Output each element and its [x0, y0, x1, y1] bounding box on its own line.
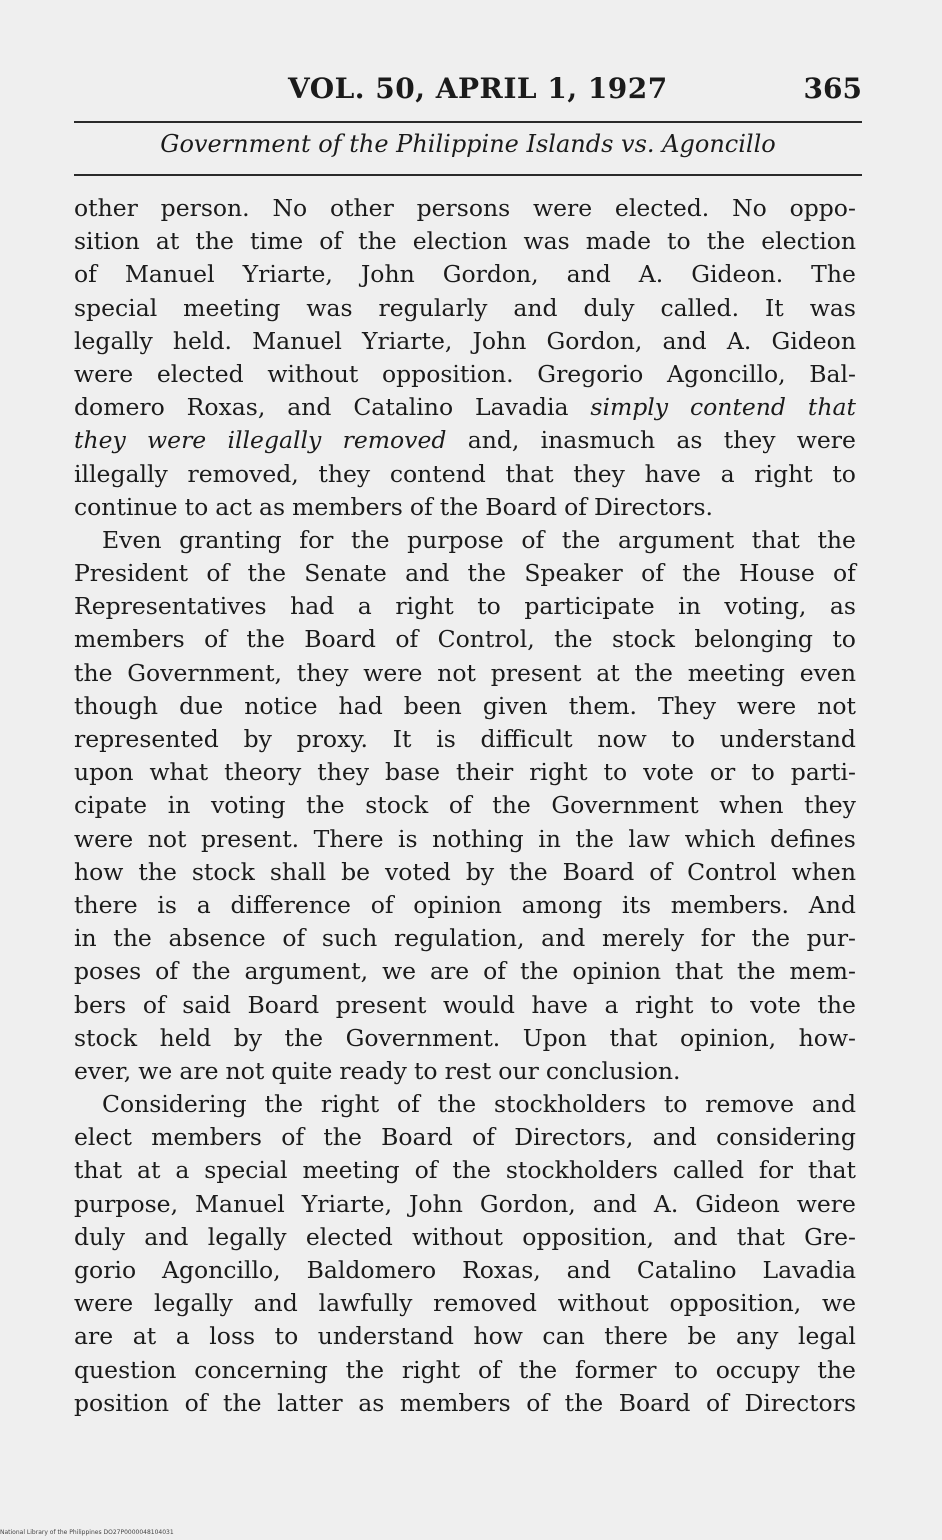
paragraph: [74, 192, 856, 524]
text-line: of Manuel Yriarte, John Gordon, and A. Gideon. The: [74, 260, 856, 289]
text-line: special meeting was regularly and duly called. It was: [74, 293, 856, 322]
text-line: represented by proxy. It is difficult now to understand: [74, 725, 856, 753]
text-line: legally held. Manuel Yriarte, John Gordon, and A. Gideon: [74, 326, 856, 355]
text-line: President of the Senate and the Speaker of the House of: [74, 559, 856, 588]
text-line: poses of the argument, we are of the opinion that the mem-: [74, 957, 856, 986]
text-line: domero Roxas, and Catalino Lavadia simply contend that: [74, 393, 856, 422]
text-line: duly and legally elected without opposition, and that Gre-: [74, 1222, 856, 1251]
text-line: members of the Board of Control, the stock belonging to: [74, 625, 856, 654]
text-line: in the absence of such regulation, and merely for the pur-: [74, 924, 856, 953]
scan-footer: National Library of the Philippines DO27P0000048104031: [0, 1529, 174, 1536]
text-line: were not present. There is nothing in the law which defines: [74, 824, 856, 853]
text-line: they were illegally removed and, inasmuch as they were: [74, 426, 856, 455]
text-line: ever, we are not quite ready to rest our conclusion.: [74, 1056, 681, 1085]
text-line: were legally and lawfully removed without opposition, we: [74, 1289, 856, 1318]
text-line: upon what theory they base their right to vote or to parti-: [74, 758, 856, 787]
page-number: 365: [803, 72, 862, 105]
text-line: Considering the right of the stockholders to remove and: [102, 1090, 856, 1119]
text-line: continue to act as members of the Board of Directors.: [74, 492, 713, 521]
running-title: Government of the Philippine Islands vs. Agoncillo: [160, 130, 776, 158]
text-line: how the stock shall be voted by the Board of Control when: [74, 857, 856, 886]
text-line: position of the latter as members of the Board of Directors: [74, 1388, 856, 1417]
header-rule-bottom: [74, 174, 862, 176]
text-line: Representatives had a right to participate in voting, as: [74, 592, 856, 621]
text-line: bers of said Board present would have a right to vote the: [74, 990, 856, 1019]
volume-date: VOL. 50, APRIL 1, 1927: [288, 72, 668, 105]
text-line: though due notice had been given them. They were not: [74, 691, 856, 720]
paragraph: [74, 1088, 856, 1420]
paragraph: [74, 524, 856, 1088]
text-line: question concerning the right of the former to occupy the: [74, 1355, 856, 1384]
text-line: are at a loss to understand how can there be any legal: [74, 1322, 856, 1351]
text-line: there is a difference of opinion among its members. And: [74, 890, 856, 919]
page-header: [74, 72, 864, 112]
text-line: elect members of the Board of Directors, and considering: [74, 1123, 856, 1152]
text-line: were elected without opposition. Gregorio Agoncillo, Bal-: [74, 359, 856, 388]
text-line: Even granting for the purpose of the argument that the: [102, 525, 856, 554]
page-body: [74, 192, 856, 1420]
text-line: cipate in voting the stock of the Government when they: [74, 791, 856, 820]
text-line: stock held by the Government. Upon that opinion, how-: [74, 1023, 856, 1052]
text-line: the Government, they were not present at the meeting even: [74, 658, 856, 687]
text-line: that at a special meeting of the stockholders called for that: [74, 1156, 856, 1185]
text-line: gorio Agoncillo, Baldomero Roxas, and Catalino Lavadia: [74, 1256, 856, 1284]
text-line: illegally removed, they contend that they have a right to: [74, 459, 856, 488]
text-line: sition at the time of the election was made to the election: [74, 227, 856, 256]
text-line: purpose, Manuel Yriarte, John Gordon, and A. Gideon were: [74, 1189, 856, 1218]
text-line: other person. No other persons were elected. No oppo-: [74, 194, 856, 222]
header-rule-top: [74, 121, 862, 123]
